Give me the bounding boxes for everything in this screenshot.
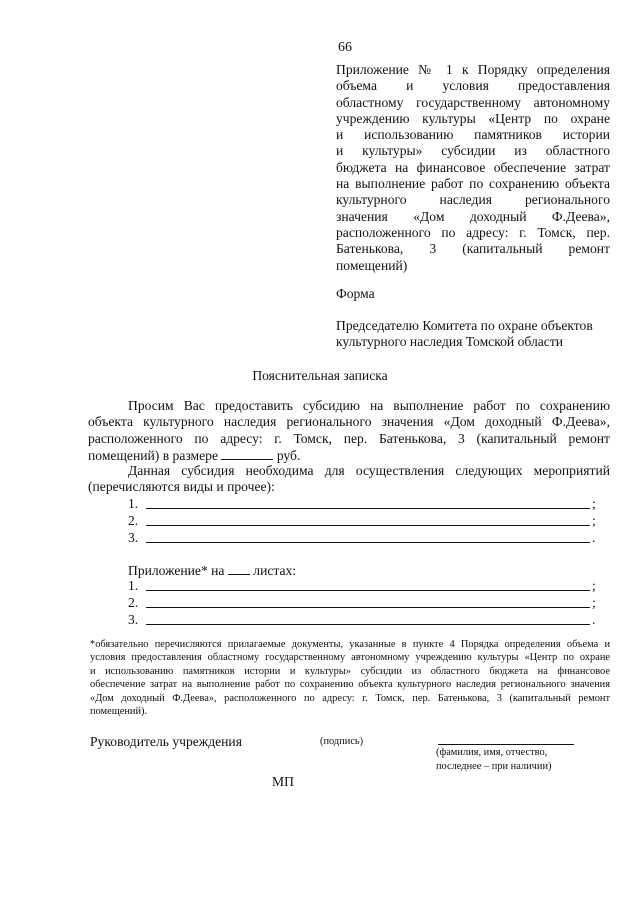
item-punct: ; xyxy=(592,513,596,528)
footnote-line: и использованию памятников истории и культуры» субсидии из областного бюджета на финансовое xyxy=(90,665,610,677)
annex-line: на выполнение работ по сохранению объекта xyxy=(336,176,610,192)
annex-item xyxy=(128,578,598,594)
addressee-line: Председателю Комитета по охране объектов xyxy=(336,318,593,333)
activities-line: Данная субсидия необходима для осуществления следующих мероприятий xyxy=(128,463,610,478)
item-punct: ; xyxy=(592,578,596,593)
item-number: 1. xyxy=(128,496,139,511)
sheet-count-field[interactable] xyxy=(228,562,250,575)
annex-line: помещений) xyxy=(336,257,408,273)
head-of-institution-label: Руководитель учреждения xyxy=(90,734,242,749)
request-amount-line xyxy=(88,447,610,463)
full-name-caption xyxy=(436,746,551,774)
annex-line: областному государственному автономному xyxy=(336,94,610,110)
activities-line: (перечисляются виды и прочее): xyxy=(88,479,275,495)
footnote-line: условия предоставления областному государственному автономному учреждению культуры «Центр по охране xyxy=(90,652,610,664)
annex-item xyxy=(128,595,598,611)
item-number: 2. xyxy=(128,595,139,610)
amount-field[interactable] xyxy=(221,447,273,460)
annex-field[interactable] xyxy=(146,607,590,608)
item-punct: ; xyxy=(592,595,596,610)
footnote-line: *обязательно перечисляются прилагаемые документы, указанные в пункте 4 Порядка определения объема и xyxy=(90,639,610,650)
item-number: 1. xyxy=(128,578,139,593)
annexes-suffix: листах: xyxy=(253,563,297,578)
footnote-line: «Дом доходный Ф.Деева», расположенного по адресу: г. Томск, пер. Батенькова, 3 (капитальный ремонт xyxy=(90,692,610,704)
annexes-prefix: Приложение* на xyxy=(128,563,225,578)
request-paragraph xyxy=(88,398,610,463)
annexes-heading xyxy=(128,562,296,579)
activity-item xyxy=(128,513,598,529)
page-number: 66 xyxy=(338,40,352,55)
request-line: расположенного по адресу: г. Томск, пер. Батенькова, 3 (капитальный ремонт xyxy=(88,430,610,446)
footnote-line: помещений). xyxy=(90,705,148,717)
annex-line: учреждению культуры «Центр по охране xyxy=(336,110,610,126)
item-punct: ; xyxy=(592,496,596,511)
signature-caption: (подпись) xyxy=(320,736,364,747)
annex-line: расположенного по адресу: г. Томск, пер. xyxy=(336,224,610,240)
activity-field[interactable] xyxy=(146,525,590,526)
activities-paragraph xyxy=(88,463,610,496)
annex-field[interactable] xyxy=(146,590,590,591)
annex-reference xyxy=(336,62,610,274)
stamp-place-label: МП xyxy=(272,774,294,789)
activity-field[interactable] xyxy=(146,508,590,509)
item-number: 2. xyxy=(128,513,139,528)
item-punct: . xyxy=(592,612,596,627)
annex-line: значения «Дом доходный Ф.Деева», xyxy=(336,208,610,224)
item-punct: . xyxy=(592,530,596,545)
document-title: Пояснительная записка xyxy=(252,368,388,383)
annex-line: и культуры» субсидии из областного xyxy=(336,143,610,159)
addressee xyxy=(336,318,593,351)
item-number: 3. xyxy=(128,612,139,627)
full-name-caption-line: последнее – при наличии) xyxy=(436,761,552,772)
amount-currency: руб. xyxy=(276,447,301,463)
annex-line: Батенькова, 3 (капитальный ремонт xyxy=(336,241,610,257)
annex-line: объема и условия предоставления xyxy=(336,78,610,94)
annex-line: бюджета на финансовое обеспечение затрат xyxy=(336,159,610,175)
annex-line: и использованию памятников истории xyxy=(336,127,610,143)
annex-line: Приложение № 1 к Порядку определения xyxy=(336,62,610,77)
addressee-line: культурного наследия Томской области xyxy=(336,334,564,350)
activity-field[interactable] xyxy=(146,542,590,543)
annex-item xyxy=(128,612,598,628)
activity-item xyxy=(128,496,598,512)
request-line: объекта культурного наследия регионального значения «Дом доходный Ф.Деева», xyxy=(88,414,610,430)
annex-line: культурного наследия регионального xyxy=(336,192,610,208)
item-number: 3. xyxy=(128,530,139,545)
amount-prefix: помещений) в размере xyxy=(88,447,218,463)
activity-item xyxy=(128,530,598,546)
annex-field[interactable] xyxy=(146,624,590,625)
footnote-line: обеспечение затрат на выполнение работ по сохранению объекта культурного наследия регионального значения xyxy=(90,679,610,691)
form-label: Форма xyxy=(336,286,375,301)
full-name-caption-line: (фамилия, имя, отчество, xyxy=(436,747,548,758)
request-line: Просим Вас предоставить субсидию на выполнение работ по сохранению xyxy=(128,398,610,413)
footnote xyxy=(90,638,610,718)
full-name-field[interactable] xyxy=(438,744,574,745)
